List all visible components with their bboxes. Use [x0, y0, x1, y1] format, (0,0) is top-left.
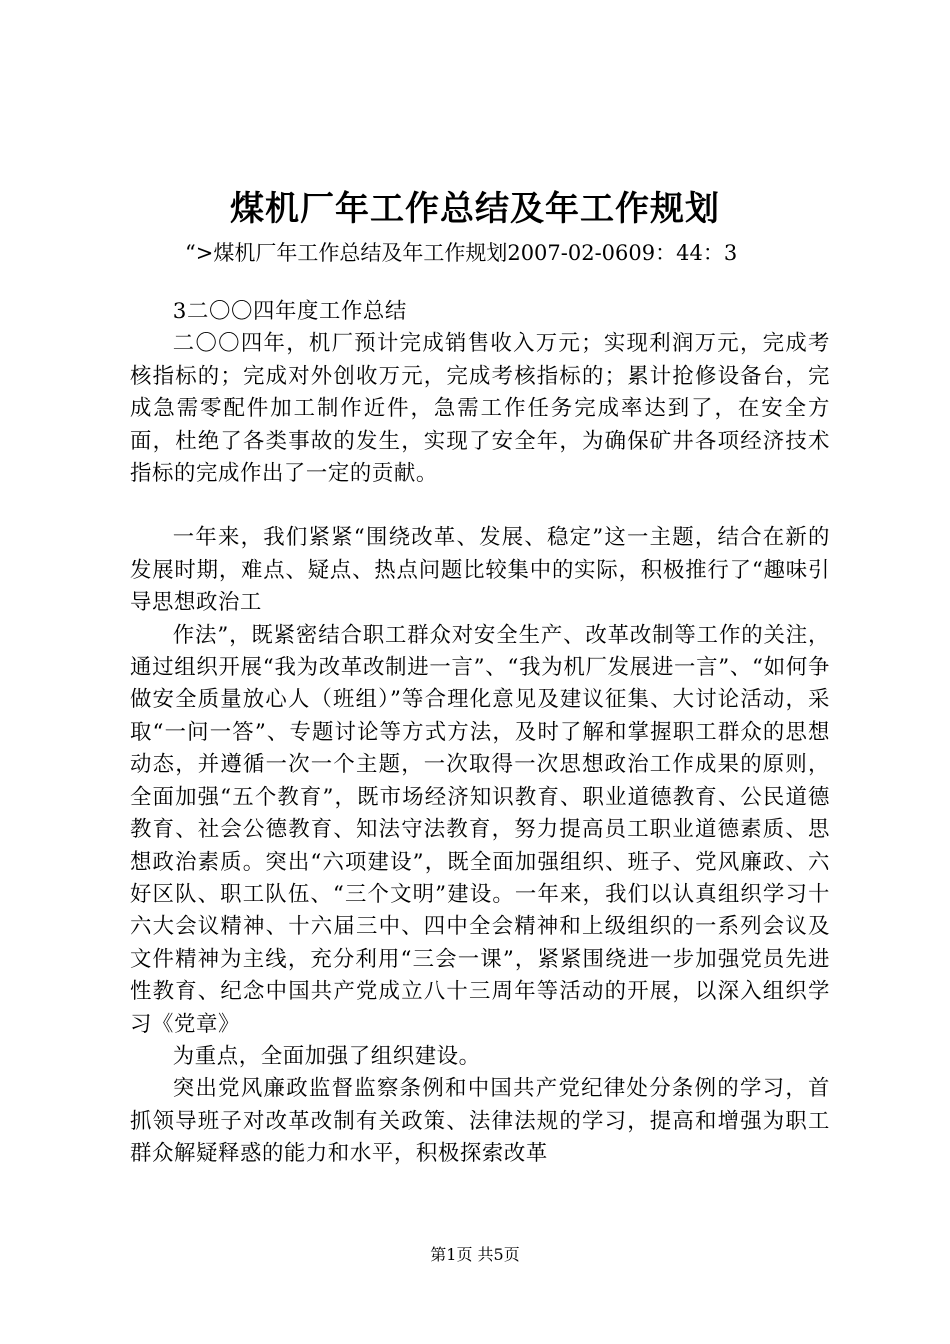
document-body [130, 296, 830, 1171]
body-paragraph: 为重点，全面加强了组织建设。 [172, 1043, 481, 1069]
body-paragraph: 一年来，我们紧紧“围绕改革、发展、稳定”这一主题，结合在新的发展时期，难点、疑点、热点问题比较集中的实际，积极推行了“趣味引导思想政治工 [130, 525, 830, 616]
section-heading: 3二〇〇四年度工作总结 [172, 299, 407, 324]
body-paragraph: 二〇〇四年，机厂预计完成销售收入万元；实现利润万元，完成考核指标的；完成对外创收万元，完成考核指标的；累计抢修设备台，完成急需零配件加工制作近件，急需工作任务完成率达到了，在安全方面，杜绝了各类事故的发生，实现了安全年，为确保矿井各项经济技术指标的完成作出了一定的贡献。 [130, 331, 830, 487]
page-footer: 第1页 共5页 [430, 1245, 520, 1264]
document-subtitle: “>煤机厂年工作总结及年工作规划2007-02-0609：44：3 [185, 241, 738, 265]
document-title: 煤机厂年工作总结及年工作规划 [230, 189, 720, 229]
body-paragraph: 作法”，既紧密结合职工群众对安全生产、改革改制等工作的关注，通过组织开展“我为改革改制进一言”、“我为机厂发展进一言”、“如何争做安全质量放心人（班组）”等合理化意见及建议征集、大讨论活动，采取“一问一答”、专题讨论等方式方法，及时了解和掌握职工群众的思想动态，并遵循一次一个主题，一次取得一次思想政治工作成果的原则，全面加强“五个教育”，既市场经济知识教育、职业道德教育、公民道德教育、社会公德教育、知法守法教育，努力提高员工职业道德素质、思想政治素质。突出“六项建设”，既全面加强组织、班子、党风廉政、六好区队、职工队伍、“三个文明”建设。一年来，我们以认真组织学习十六大会议精神、十六届三中、四中全会精神和上级组织的一系列会议及文件精神为主线，充分利用“三会一课”，紧紧围绕进一步加强党员先进性教育、纪念中国共产党成立八十三周年等活动的开展，以深入组织学习《党章》 [130, 622, 830, 1037]
body-paragraph: 突出党风廉政监督监察条例和中国共产党纪律处分条例的学习，首抓领导班子对改革改制有关政策、法律法规的学习，提高和增强为职工群众解疑释惑的能力和水平，积极探索改革 [130, 1076, 830, 1167]
